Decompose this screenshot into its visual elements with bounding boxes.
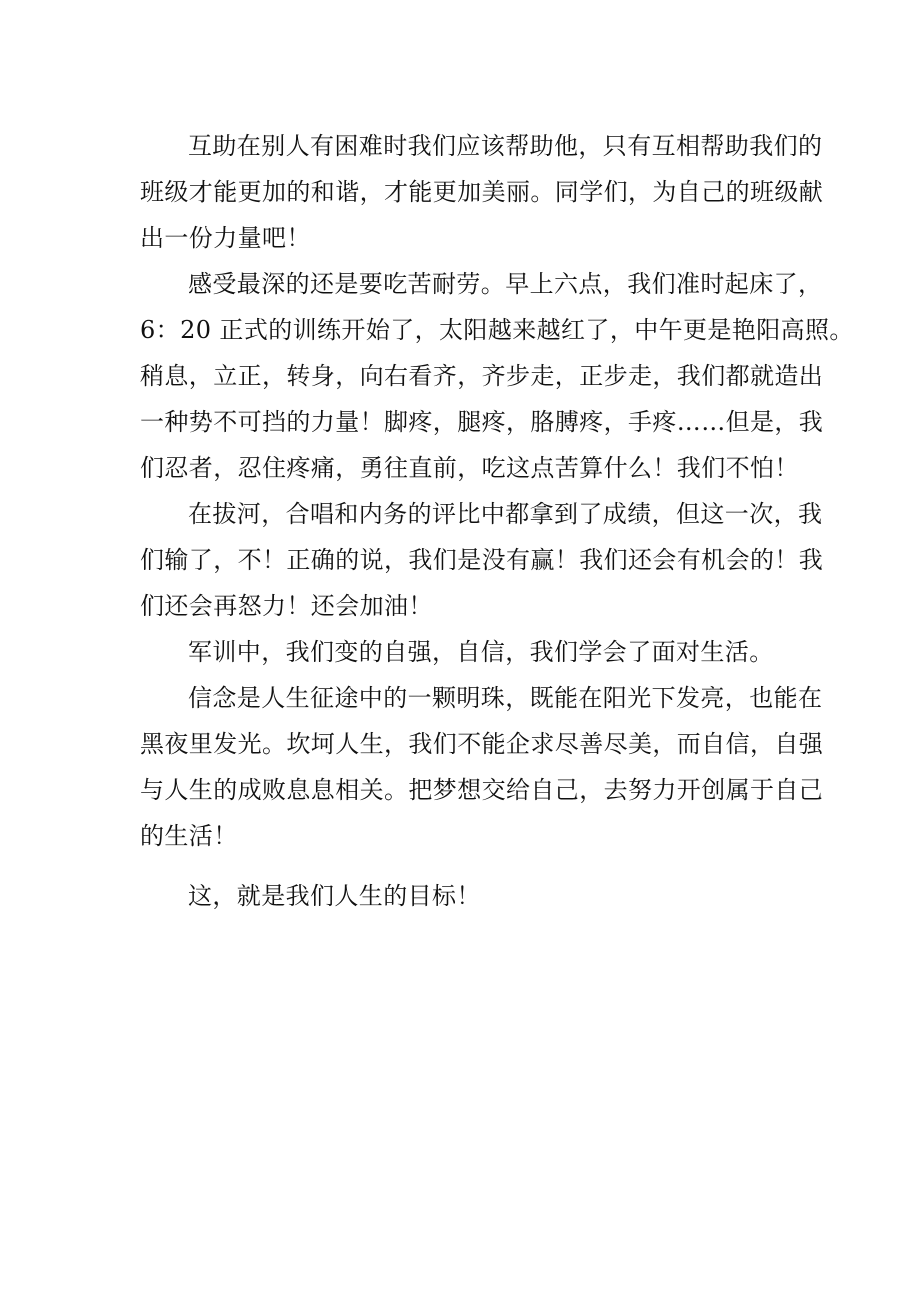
paragraph-line: 们忍者，忍住疼痛，勇往直前，吃这点苦算什么！我们不怕！ [140,454,799,482]
paragraph-4 [140,629,790,675]
paragraph-line: 们还会再怒力！还会加油！ [140,592,433,620]
paragraph-line: 感受最深的还是要吃苦耐劳。早上六点，我们准时起床了， [188,270,823,298]
paragraph-line: 稍息，立正，转身，向右看齐，齐步走，正步走，我们都就造出 [140,362,824,390]
document-body [140,123,854,919]
paragraph-line: 军训中，我们变的自强，自信，我们学会了面对生活。 [188,638,774,666]
paragraph-line: 这，就是我们人生的目标！ [188,882,481,910]
paragraph-line: 互助在别人有困难时我们应该帮助他，只有互相帮助我们的 [188,132,823,160]
paragraph-line: 出一份力量吧！ [140,224,311,252]
paragraph-line: 们输了，不！正确的说，我们是没有赢！我们还会有机会的！我 [140,546,824,574]
paragraph-5 [140,675,824,859]
paragraph-line: 班级才能更加的和谐，才能更加美丽。同学们，为自己的班级献 [140,178,824,206]
paragraph-line: 6：20 正式的训练开始了，太阳越来越红了，中午更是艳阳高照。 [140,316,854,344]
paragraph-line: 在拔河，合唱和内务的评比中都拿到了成绩，但这一次，我 [188,500,823,528]
paragraph-line: 一种势不可挡的力量！脚疼，腿疼，胳膊疼，手疼……但是，我 [140,408,824,436]
paragraph-2 [140,261,854,491]
paragraph-line: 的生活！ [140,822,238,850]
paragraph-line: 黑夜里发光。坎坷人生，我们不能企求尽善尽美，而自信，自强 [140,730,824,758]
paragraph-3 [140,491,824,629]
paragraph-line: 信念是人生征途中的一颗明珠，既能在阳光下发亮，也能在 [188,684,823,712]
paragraph-6 [140,873,790,919]
paragraph-spacer [140,859,790,873]
paragraph-1 [140,123,824,261]
paragraph-line: 与人生的成败息息相关。把梦想交给自己，去努力开创属于自己 [140,776,824,804]
